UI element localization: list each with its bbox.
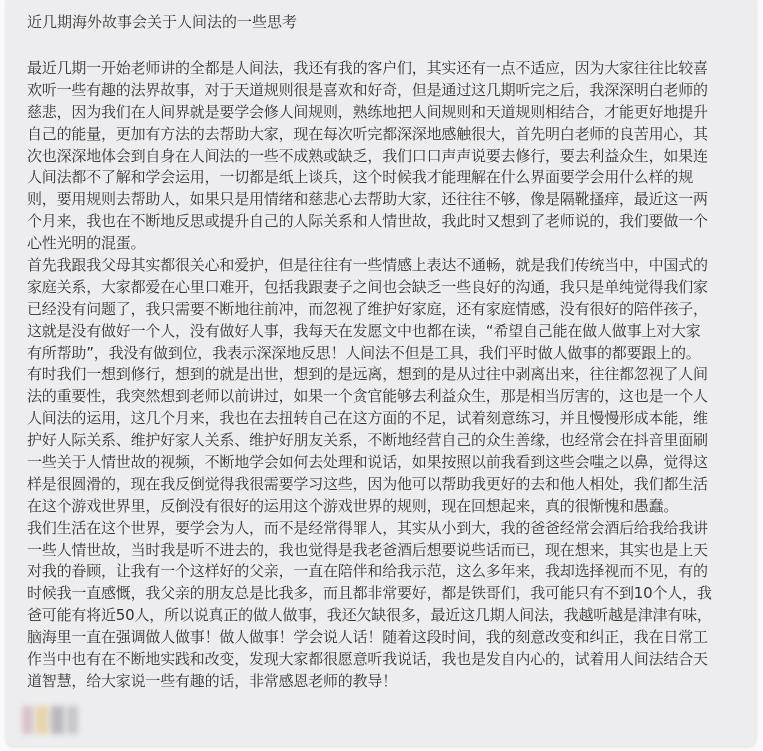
blurred-avatar [22, 706, 78, 734]
text-line: 对我的眷顾，让我有一个这样好的父亲，一直在陪伴和给我示范，这么多年来，我却选择视而不见，有的 [27, 562, 708, 581]
text-line: 欢听一些有趣的法界故事，对于天道规则很是喜欢和好奇，但是通过这几期听完之后，我深深明白老师的 [27, 80, 708, 99]
text-line: 一些人情世故，当时我是听不进去的，我也觉得是我老爸酒后想要说些话而已，现在想来，其实也是上天 [27, 540, 708, 559]
text-line: 首先我跟我父母其实都很关心和爱护，但是往往有一些情感上表达不通畅，就是我们传统当中，中国式的 [27, 256, 708, 275]
text-line: 爸可能有将近50人，所以说真正的做人做事，我还欠缺很多，最近这几期人间法，我越听越是津津有味， [27, 606, 712, 625]
text-line: 护好人际关系、维护好家人关系、维护好朋友关系，不断地经营自己的众生善缘，也经常会在抖音里面刷 [27, 431, 708, 450]
text-line: 则，要用规则去帮助人，如果只是用情绪和慈悲心去帮助大家，还往往不够，像是隔靴搔痒，最近这一两 [27, 190, 708, 209]
post-title: 近几期海外故事会关于人间法的一些思考 [27, 13, 298, 31]
text-line: 时候我一直感慨，我父亲的朋友总是比我多，而且都非常要好，都是铁哥们，我可能只有不到10个人，我 [27, 584, 712, 603]
post-body [27, 58, 755, 693]
text-line: 慈悲，因为我们在人间界就是要学会修人间规则，熟练地把人间规则和天道规则相结合，才能更好地提升 [27, 102, 708, 121]
text-line: 心性光明的混蛋。 [27, 234, 146, 253]
text-line: 有时我们一想到修行，想到的就是出世，想到的是远离，想到的是从过往中剥离出来，往往都忽视了人间 [27, 365, 708, 384]
text-line: 在这个游戏世界里，反倒没有很好的运用这个游戏世界的规则，现在回想起来，真的很惭愧和愚蠢。 [27, 496, 679, 515]
post-card [6, 0, 756, 746]
text-line: 个月来，我也在不断地反思或提升自己的人际关系和人情世故，我此时又想到了老师说的，我们要做一个 [27, 212, 708, 231]
text-line: 次也深深地体会到自身在人间法的一些不成熟或缺乏，我们口口声声说要去修行，要去利益众生，如果连 [27, 146, 708, 165]
text-line: 法的重要性，我突然想到老师以前讲过，如果一个贪官能够去利益众生，那是相当厉害的，这也是一个人 [27, 387, 708, 406]
text-line: 人间法都不了解和学会运用，一切都是纸上谈兵，这个时候我才能理解在什么界面要学会用什么样的规 [27, 168, 694, 187]
text-line: 道智慧，给大家说一些有趣的话，非常感恩老师的教导！ [27, 671, 398, 690]
text-line: 最近几期一开始老师讲的全都是人间法，我还有我的客户们，其实还有一点不适应，因为大家往往比较喜 [27, 59, 708, 77]
text-line: 我们生活在这个世界，要学会为人，而不是经常得罪人，其实从小到大，我的爸爸经常会酒后给我给我讲 [27, 518, 708, 537]
text-line: 脑海里一直在强调做人做事！做人做事！学会说人话！随着这段时间，我的刻意改变和纠正，我在日常工 [27, 628, 708, 647]
text-line: 有所帮助”，我没有做到位，我表示深深地反思！人间法不但是工具，我们平时做人做事的都要跟上的。 [27, 343, 701, 362]
text-line: 自己的能量，更加有方法的去帮助大家，现在每次听完都深深地感触很大，首先明白老师的良苦用心，其 [27, 124, 708, 143]
text-line: 已经没有问题了，我只需要不断地往前冲，而忽视了维护好家庭，还有家庭情感，没有很好的陪伴孩子， [27, 299, 708, 318]
text-line: 人间法的运用，这几个月来，我也在去扭转自己在这方面的不足，试着刻意练习，并且慢慢形成本能，维 [27, 409, 708, 428]
text-line: 样是很圆滑的，现在我反倒觉得我很需要学习这些，因为他可以帮助我更好的去和他人相处，我们都生活 [27, 474, 708, 493]
text-line: 一些关于人情世故的视频，不断地学会如何去处理和说话，如果按照以前我看到这些会嗤之以鼻，觉得这 [27, 453, 708, 472]
text-line: 家庭关系，大家都爱在心里口难开，包括我跟妻子之间也会缺乏一些良好的沟通，我只是单纯觉得我们家 [27, 277, 708, 296]
text-line: 这就是没有做好一个人，没有做好人事，我每天在发愿文中也都在读，“希望自己能在做人做事上对大家 [27, 321, 701, 340]
text-line: 作当中也有在不断地实践和改变，发现大家都很愿意听我说话，我也是发自内心的，试着用人间法结合天 [27, 650, 708, 669]
